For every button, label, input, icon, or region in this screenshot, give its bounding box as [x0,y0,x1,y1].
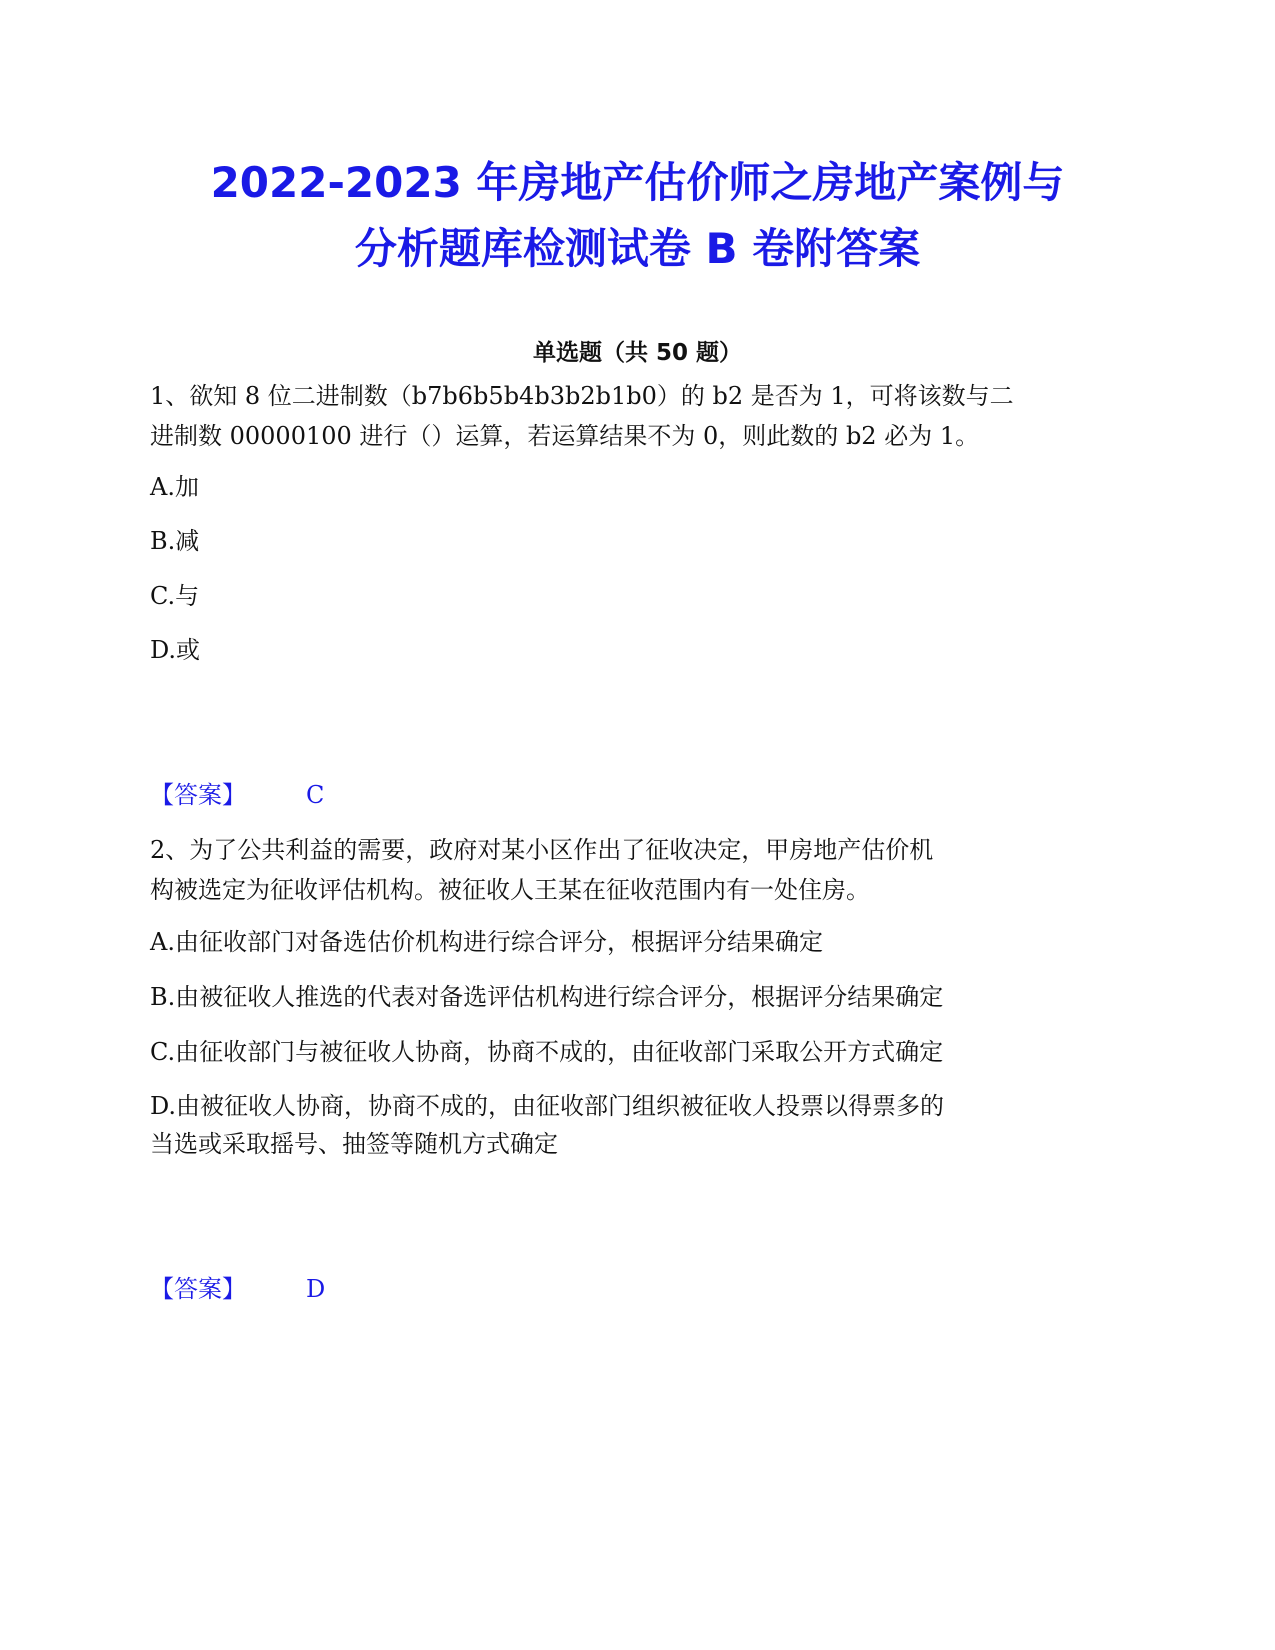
question-2-option-c: C.由征收部门与被征收人协商，协商不成的，由征收部门采取公开方式确定 [150,1038,944,1066]
question-2-option-d: D.由被征收人协商，协商不成的，由征收部门组织被征收人投票以得票多的 [150,1092,945,1120]
question-1-text [150,376,1110,456]
document-title [120,150,1155,282]
question-1-answer-label: 【答案】 [150,781,246,809]
question-2-text [150,830,1110,910]
question-1-answer: C [306,781,325,809]
question-2-option-b: B.由被征收人推选的代表对备选评估机构进行综合评分，根据评分结果确定 [150,983,944,1011]
question-1-option-d: D.或 [150,636,201,664]
question-1-option-c: C.与 [150,582,200,610]
question-2-option-a: A.由征收部门对备选估价机构进行综合评分，根据评分结果确定 [150,928,823,956]
question-1-text-line-2: 进制数 00000100 进行（）运算，若运算结果不为 0，则此数的 b2 必为 1。 [150,422,980,450]
section-heading: 单选题（共 50 题） [532,340,743,366]
question-2-answer-label: 【答案】 [150,1275,246,1303]
question-2-answer: D [306,1275,326,1303]
question-1-option-a: A.加 [150,473,199,501]
question-2-option-d-continued: 当选或采取摇号、抽签等随机方式确定 [150,1130,558,1158]
question-1-option-b: B.减 [150,527,200,555]
document-title-line-2: 分析题库检测试卷 B 卷附答案 [354,224,921,273]
question-2-text-line-2: 构被选定为征收评估机构。被征收人王某在征收范围内有一处住房。 [150,876,870,904]
question-1-text-line-1: 1、欲知 8 位二进制数（b7b6b5b4b3b2b1b0）的 b2 是否为 1，可将该数与二 [150,382,1014,410]
question-2-text-line-1: 2、为了公共利益的需要，政府对某小区作出了征收决定，甲房地产估价机 [150,836,934,864]
document-title-line-1: 2022-2023 年房地产估价师之房地产案例与 [210,158,1065,207]
